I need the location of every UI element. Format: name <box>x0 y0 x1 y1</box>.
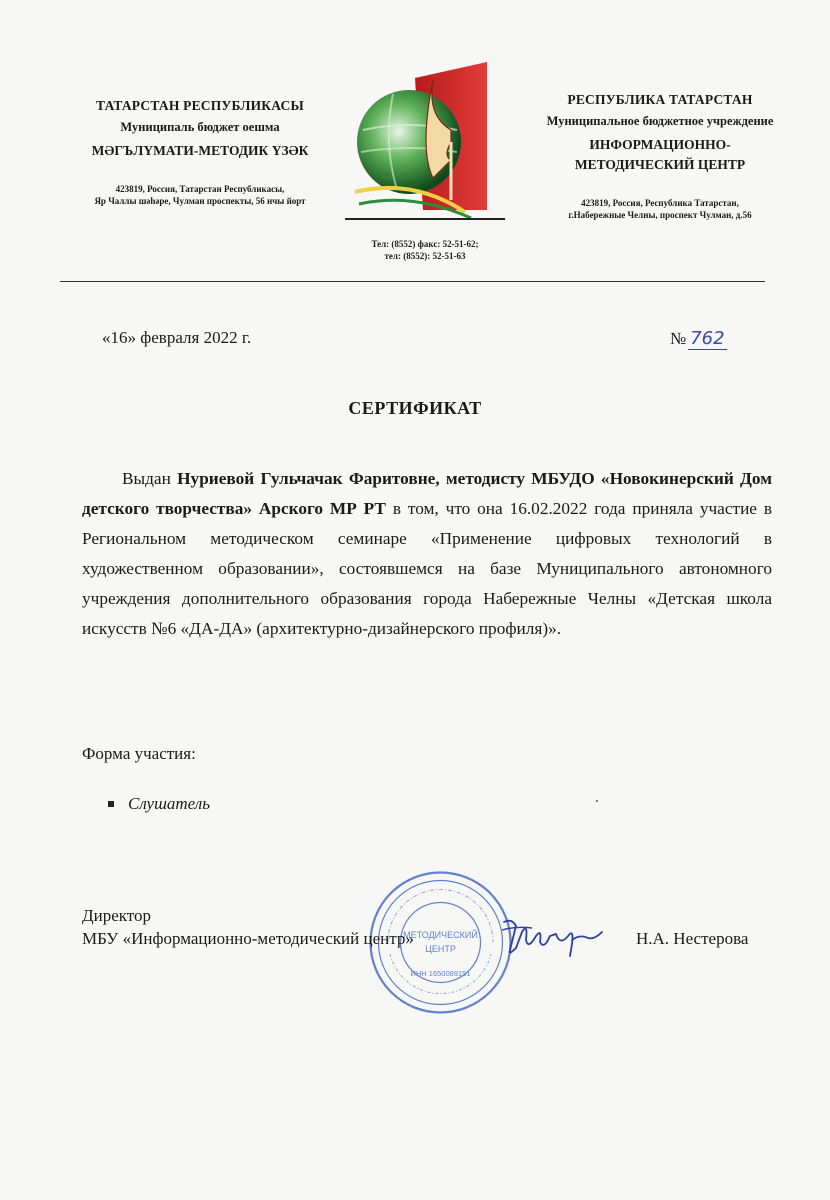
header-right-address: 423819, Россия, Республика Татарстан, г.Набережные Челны, проспект Чулман, д.56 <box>568 198 752 220</box>
scan-speck <box>596 800 598 802</box>
header-right-republic: РЕСПУБЛИКА ТАТАРСТАН <box>567 92 753 107</box>
participation-form-label: Форма участия: <box>82 744 196 763</box>
director-signature <box>498 910 608 960</box>
header-left-org-type: Муниципаль бюджет оешма <box>120 120 280 134</box>
certificate-body <box>82 464 772 644</box>
header-left-org-name: МӘГЪЛҮМАТИ-МЕТОДИК ҮЗӘК <box>91 143 309 158</box>
stamp-center-1: МЕТОДИЧЕСКИЙ <box>403 930 478 940</box>
bullet-icon <box>108 801 114 807</box>
header-contacts: Тел: (8552) факс: 52-51-62; тел: (8552): 52-51-63 <box>371 239 479 261</box>
header-right-org-type: Муниципальное бюджетное учреждение <box>546 114 774 128</box>
document-date: «16» февраля 2022 г. <box>102 328 252 347</box>
number-label: № <box>670 329 687 348</box>
number-value: 762 <box>690 328 725 349</box>
document-number <box>670 328 727 349</box>
stamp-inn: ИНН 1650089151 <box>410 969 471 978</box>
header-divider <box>60 281 765 282</box>
stamp-center-2: ЦЕНТР <box>425 944 456 954</box>
recipient-name: Нуриевой Гульчачак Фаритовне, методисту МБУДО «Новокинерский Дом детского творчества» Арского МР РТ <box>82 469 773 518</box>
participation-value: Слушатель <box>128 794 210 813</box>
body-rest: в том, что она 16.02.2022 года приняла участие в Региональном методическом семинаре «Применение цифровых технологий в художественном образовании», состоявшемся на базе Муниципального автономного учреждения дополнительного образования города Набережные Челны «Детская школа искусств №6 «ДА-ДА» (архитектурно-дизайнерского профиля)». <box>82 499 773 638</box>
body-intro: Выдан <box>122 469 178 488</box>
header-left-address: 423819, Россия, Татарстан Республикасы, Яр Чаллы шәһәре, Чулман проспекты, 56 нчы йорт <box>94 184 306 206</box>
header-right-org-name: ИНФОРМАЦИОННО- МЕТОДИЧЕСКИЙ ЦЕНТР <box>574 137 746 172</box>
header-right <box>500 92 820 221</box>
signer-name: Н.А. Нестерова <box>636 929 749 948</box>
organization-logo <box>353 60 493 220</box>
signer-position: Директор МБУ «Информационно-методический центр» <box>82 906 414 948</box>
logo-divider <box>345 218 505 220</box>
participation-item <box>108 794 210 814</box>
header-left <box>40 98 360 207</box>
header-left-republic: ТАТАРСТАН РЕСПУБЛИКАСЫ <box>96 98 304 113</box>
document-title: СЕРТИФИКАТ <box>348 398 482 418</box>
